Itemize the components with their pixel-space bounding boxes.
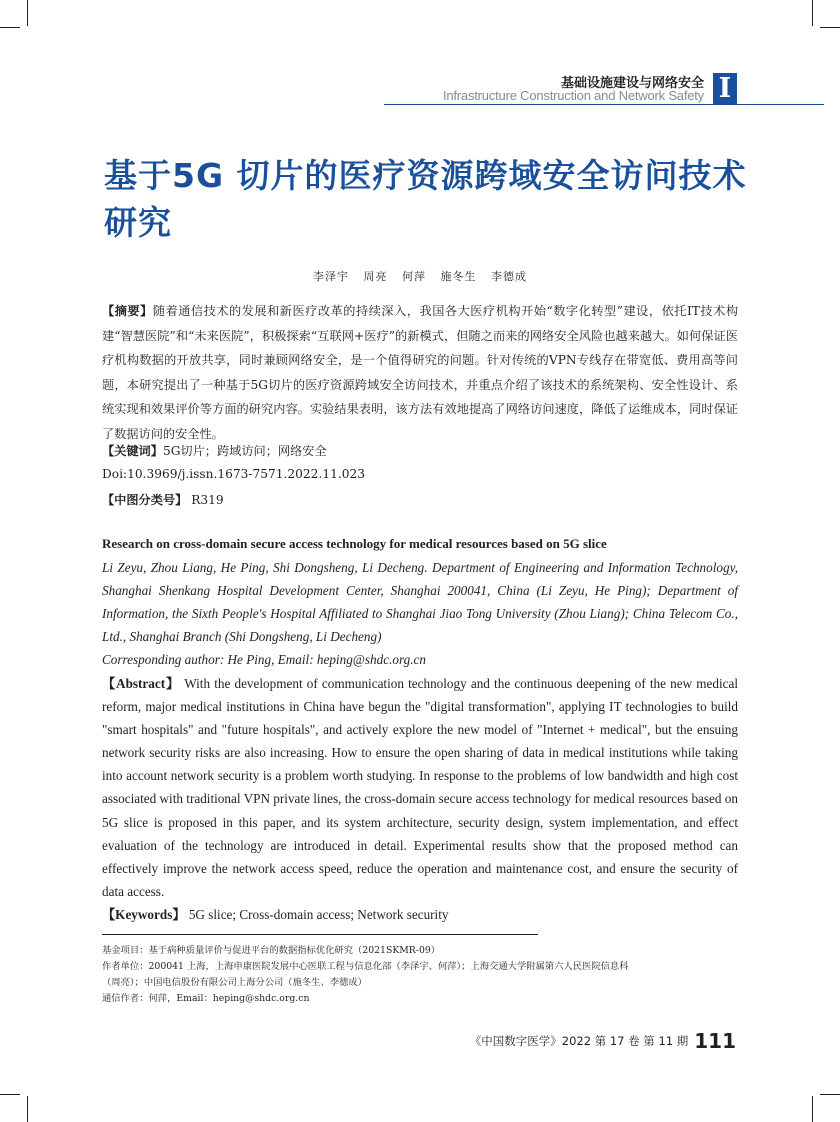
page-number: 111 bbox=[694, 1029, 736, 1053]
crop-mark bbox=[820, 1094, 840, 1095]
header-rule bbox=[384, 104, 824, 105]
journal-citation: 《中国数字医学》2022 第 17 卷 第 11 期 bbox=[469, 1034, 689, 1048]
running-header-section: 基础设施建设与网络安全 bbox=[560, 76, 704, 91]
article-title: 基于5G 切片的医疗资源跨域安全访问技术研究 bbox=[104, 156, 747, 242]
clc-label: 【中图分类号】 bbox=[102, 493, 188, 507]
clc-number bbox=[102, 491, 224, 508]
crop-mark bbox=[812, 1096, 813, 1122]
doi: Doi:10.3969/j.issn.1673-7571.2022.11.023 bbox=[102, 467, 365, 481]
author: 李德成 bbox=[491, 270, 527, 283]
section-badge: I bbox=[713, 73, 737, 105]
keywords-cn-label: 【关键词】 bbox=[102, 444, 163, 458]
keywords-cn-text: 5G切片；跨域访问；网络安全 bbox=[162, 444, 327, 458]
abstract-en-text: With the development of communication technology and the continuous deepening of the new medical reform, major medical institutions in China have begun the "digital transformation", applying IT technologies to build "smart hospitals" and "future hospitals", and actively explore the new model of "Internet + medical", but the ensuing network security risks are also increasing. How to ensure the open sharing of data in medical institutions while taking into account network security is a problem worth studying. In response to the problems of low bandwidth and high cost associated with traditional VPN private lines, the cross-domain secure access technology for medical resources based on 5G slice is proposed in this paper, and its system architecture, security design, system implementation, and effect evaluation of the technology are introduced in detail. Experimental results show that the proposed method can effectively improve the network access speed, reduce the operation and maintenance cost, and ensure the security of data access. bbox=[102, 676, 739, 899]
abstract-cn bbox=[102, 299, 738, 446]
abstract-cn-text: 随着通信技术的发展和新医疗改革的持续深入，我国各大医疗机构开始“数字化转型”建设，依托IT技术构建“智慧医院”和“未来医院”，积极探索“互联网+医疗”的新模式，但随之而来的网络安全风险也越来越大。如何保证医疗机构数据的开放共享，同时兼顾网络安全，是一个值得研究的问题。针对传统的VPN专线存在带宽低、费用高等问题，本研究提出了一种基于5G切片的医疗资源跨域安全访问技术，并重点介绍了该技术的系统架构、安全性设计、系统实现和效果评价等方面的研究内容。实验结果表明，该方法有效地提高了网络访问速度，降低了运维成本，同时保证了数据访问的安全性。 bbox=[102, 304, 739, 441]
crop-mark bbox=[27, 1096, 28, 1122]
keywords-en-label: 【Keywords】 bbox=[102, 907, 186, 922]
author: 周亮 bbox=[363, 270, 388, 283]
abstract-en-label: 【Abstract】 bbox=[102, 676, 181, 691]
footnote-rule bbox=[102, 934, 538, 935]
keywords-en-text: 5G slice; Cross-domain access; Network security bbox=[188, 907, 449, 922]
footnote-fund: 基金项目：基于病种质量评价与促进平台的数据指标优化研究（2021SKMR-09） bbox=[102, 945, 441, 956]
author: 何萍 bbox=[402, 270, 426, 283]
footnote-contact: 通信作者：何萍，Email：heping@shdc.org.cn bbox=[102, 993, 310, 1004]
running-header-section-en: Infrastructure Construction and Network Safety bbox=[442, 88, 704, 103]
author-list bbox=[0, 268, 840, 284]
english-affiliation: Li Zeyu, Zhou Liang, He Ping, Shi Dongsheng, Li Decheng. Department of Engineering and Information Technology, Shanghai Shenkang Hospital Development Center, Shanghai 200041, China (Li Zeyu, He Ping); Department of Information, the Sixth People's Hospital Affiliated to Shanghai Jiao Tong University (Zhou Liang); China Telecom Co., Ltd., Shanghai Branch (Shi Dongsheng, Li Decheng) bbox=[102, 560, 738, 644]
crop-mark bbox=[0, 1094, 20, 1095]
footnote-affiliation: 作者单位：200041 上海，上海申康医院发展中心医联工程与信息化部（李泽宇、何萍）；上海交通大学附属第六人民医院信息科 bbox=[102, 961, 629, 972]
abstract-cn-label: 【摘要】 bbox=[102, 304, 153, 318]
english-title: Research on cross-domain secure access technology for medical resources based on 5G slice bbox=[102, 536, 607, 551]
author: 施冬生 bbox=[440, 270, 477, 283]
author: 李泽宇 bbox=[313, 270, 349, 283]
corresponding-author: Corresponding author: He Ping, Email: heping@shdc.org.cn bbox=[102, 652, 426, 667]
crop-mark bbox=[0, 27, 20, 28]
crop-mark bbox=[812, 0, 813, 26]
crop-mark bbox=[27, 0, 28, 26]
crop-mark bbox=[820, 27, 840, 28]
abstract-en bbox=[102, 672, 738, 903]
keywords-cn bbox=[102, 442, 327, 459]
footnote-affiliation-cont: （周亮）；中国电信股份有限公司上海分公司（施冬生、李德成） bbox=[102, 977, 367, 988]
page-footer bbox=[470, 1029, 736, 1053]
clc-value: R319 bbox=[191, 493, 224, 507]
keywords-en bbox=[102, 904, 448, 923]
